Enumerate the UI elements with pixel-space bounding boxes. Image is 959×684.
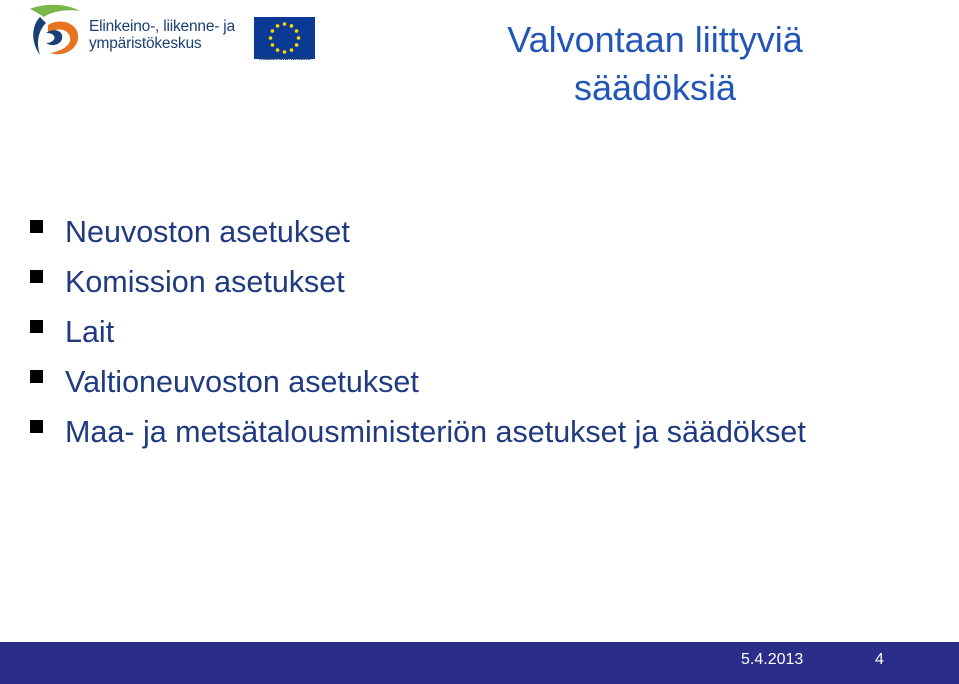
bullet-list (30, 207, 806, 457)
bullet-item (30, 307, 806, 357)
header-logos (26, 3, 326, 65)
square-bullet-icon (30, 320, 43, 333)
bullet-text: Neuvoston asetukset (65, 215, 350, 249)
slide-title-line1: Valvontaan liittyviä (507, 19, 803, 60)
bullet-text: Valtioneuvoston asetukset (65, 365, 419, 399)
eu-flag-icon (254, 17, 315, 59)
bullet-item (30, 407, 806, 457)
square-bullet-icon (30, 270, 43, 283)
slide-title (440, 16, 870, 112)
ely-logo-line2: ympäristökeskus (89, 35, 202, 52)
slide-title-line2: säädöksiä (573, 67, 737, 108)
bullet-text: Lait (65, 315, 115, 349)
square-bullet-icon (30, 420, 43, 433)
footer-date: 5.4.2013 (741, 651, 804, 668)
ely-logo-icon (26, 3, 84, 59)
square-bullet-icon (30, 220, 43, 233)
ely-logo-text (89, 18, 235, 52)
eu-logo-caption: maaseuturahasto (258, 55, 312, 62)
bullet-item (30, 207, 806, 257)
square-bullet-icon (30, 370, 43, 383)
bullet-item (30, 257, 806, 307)
bullet-text: Maa- ja metsätalousministeriön asetukset ja säädökset (65, 415, 806, 449)
bullet-item (30, 357, 806, 407)
footer-bar (0, 642, 959, 684)
page-number: 4 (875, 651, 884, 668)
ely-logo-line1: Elinkeino-, liikenne- ja (89, 18, 235, 35)
bullet-text: Komission asetukset (65, 265, 345, 299)
